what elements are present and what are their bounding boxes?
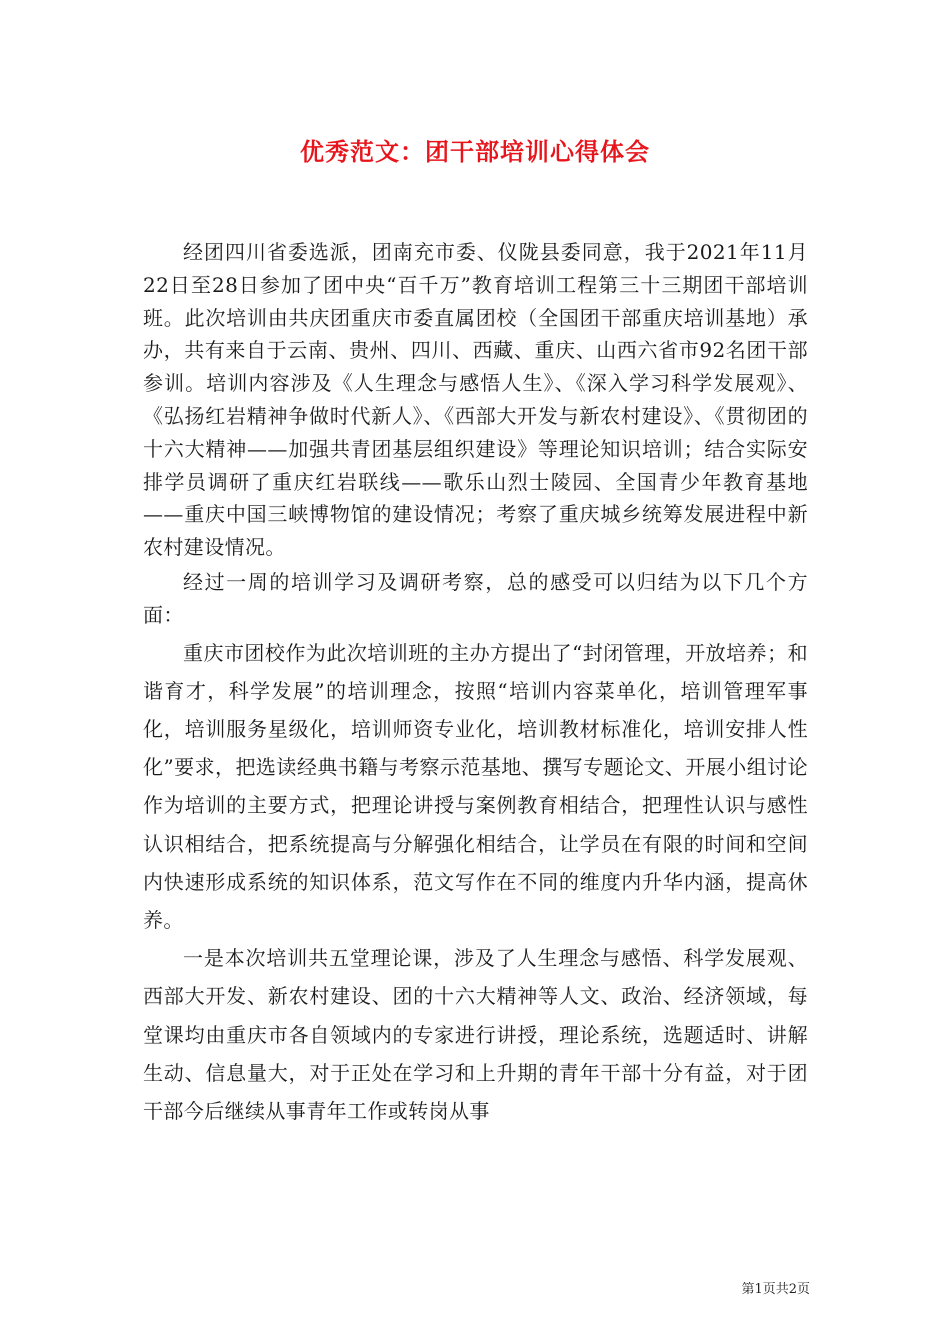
document-body (143, 236, 808, 1130)
paragraph: 一是本次培训共五堂理论课，涉及了人生理念与感悟、科学发展观、西部大开发、新农村建设、团的十六大精神等人文、政治、经济领域，每堂课均由重庆市各自领域内的专家进行讲授，理论系统，选题适时、讲解生动、信息量大，对于正处在学习和上升期的青年干部十分有益，对于团干部今后继续从事青年工作或转岗从事 (143, 946, 808, 1123)
page-number: 第1页共2页 (741, 1282, 810, 1297)
paragraph: 经过一周的培训学习及调研考察，总的感受可以归结为以下几个方面： (143, 569, 808, 627)
document-title: 优秀范文：团干部培训心得体会 (300, 137, 650, 166)
paragraph: 经团四川省委选派，团南充市委、仪陇县委同意，我于2021年11月22日至28日参加了团中央“百千万”教育培训工程第三十三期团干部培训班。此次培训由共庆团重庆市委直属团校（全国团干部重庆培训基地）承办，共有来自于云南、贵州、四川、西藏、重庆、山西六省市92名团干部参训。培训内容涉及《人生理念与感悟人生》、《深入学习科学发展观》、《弘扬红岩精神争做时代新人》、《西部大开发与新农村建设》、《贯彻团的十六大精神——加强共青团基层组织建设》等理论知识培训；结合实际安排学员调研了重庆红岩联线——歌乐山烈士陵园、全国青少年教育基地——重庆中国三峡博物馆的建设情况；考察了重庆城乡统筹发展进程中新农村建设情况。 (143, 240, 808, 560)
paragraph: 重庆市团校作为此次培训班的主办方提出了“封闭管理，开放培养；和谐育才，科学发展”的培训理念，按照“培训内容菜单化，培训管理军事化，培训服务星级化，培训师资专业化，培训教材标准化，培训安排人性化”要求，把选读经典书籍与考察示范基地、撰写专题论文、开展小组讨论作为培训的主要方式，把理论讲授与案例教育相结合，把理性认识与感性认识相结合，把系统提高与分解强化相结合，让学员在有限的时间和空间内快速形成系统的知识体系，范文写作在不同的维度内升华内涵，提高休养。 (143, 640, 808, 932)
